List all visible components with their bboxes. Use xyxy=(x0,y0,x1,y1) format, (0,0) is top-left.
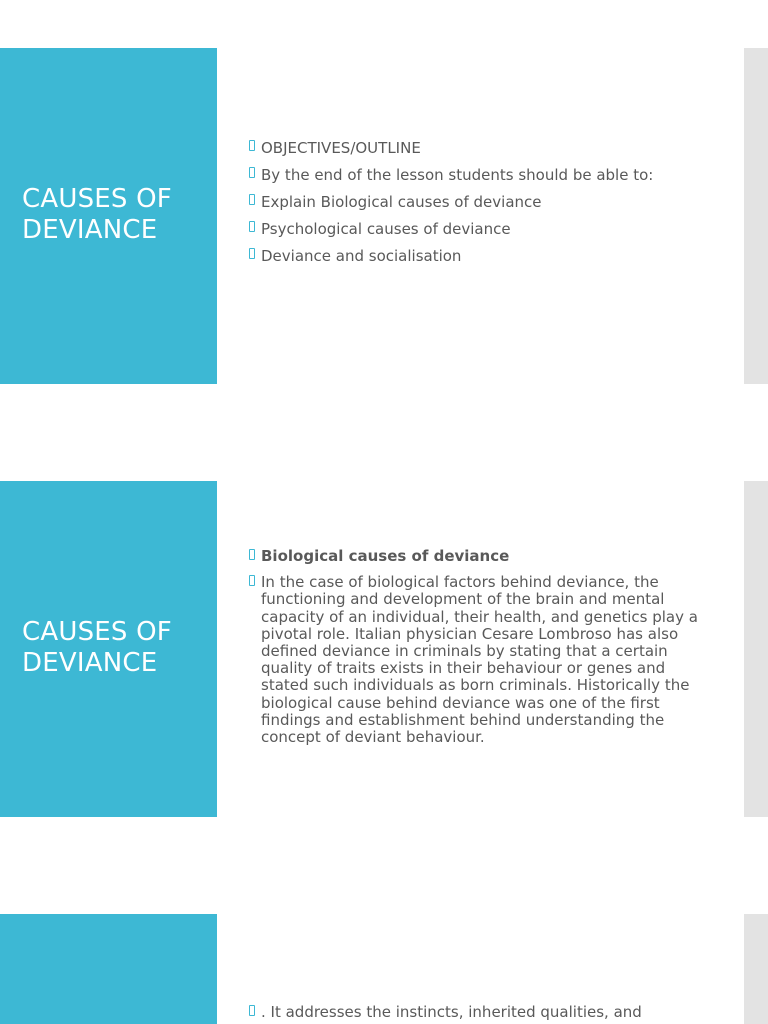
bullet-text: . It addresses the instincts, inherited qualities, and xyxy=(261,1003,642,1021)
right-edge-strip xyxy=(744,48,768,384)
bullet-marker-icon xyxy=(249,140,255,151)
slide-content xyxy=(248,1004,698,1021)
slide-3 xyxy=(0,914,768,1024)
bullet-item xyxy=(248,220,698,238)
bullet-item xyxy=(248,548,698,565)
bullet-marker-icon xyxy=(249,549,255,560)
slide-2 xyxy=(0,481,768,817)
title-panel xyxy=(0,48,217,384)
bullet-text: In the case of biological factors behind deviance, the functioning and development of the brain and mental capacity of an individual, their health, and genetics play a pivotal role. Italian physician Cesare Lombroso has also defined deviance in criminals by stating that a certain quality of traits exists in their behaviour or genes and stated such individuals as born criminals. Historically the biological cause behind deviance was one of the first findings and establishment behind understanding the concept of deviant behaviour. xyxy=(261,573,698,747)
bullet-text: OBJECTIVES/OUTLINE xyxy=(261,139,421,157)
right-edge-strip xyxy=(744,914,768,1024)
bullet-marker-icon xyxy=(249,575,255,586)
bullet-item xyxy=(248,166,698,184)
bullet-text: By the end of the lesson students should be able to: xyxy=(261,166,654,184)
slide-title: CAUSES OF DEVIANCE xyxy=(22,184,172,245)
bullet-text: Explain Biological causes of deviance xyxy=(261,193,542,211)
bullet-text: Psychological causes of deviance xyxy=(261,220,511,238)
slide-title: CAUSES OF DEVIANCE xyxy=(22,617,172,678)
slide-content xyxy=(248,548,698,755)
bullet-item xyxy=(248,574,698,746)
bullet-marker-icon xyxy=(249,1005,255,1016)
slide-1 xyxy=(0,48,768,384)
bullet-text: Deviance and socialisation xyxy=(261,247,462,265)
right-edge-strip xyxy=(744,481,768,817)
bullet-heading: Biological causes of deviance xyxy=(261,547,510,565)
bullet-item xyxy=(248,139,698,157)
bullet-item xyxy=(248,247,698,265)
bullet-marker-icon xyxy=(249,248,255,259)
bullet-item xyxy=(248,1004,698,1021)
bullet-marker-icon xyxy=(249,194,255,205)
slide-content xyxy=(248,139,698,274)
title-panel xyxy=(0,481,217,817)
bullet-marker-icon xyxy=(249,167,255,178)
bullet-marker-icon xyxy=(249,221,255,232)
title-panel xyxy=(0,914,217,1024)
bullet-item xyxy=(248,193,698,211)
